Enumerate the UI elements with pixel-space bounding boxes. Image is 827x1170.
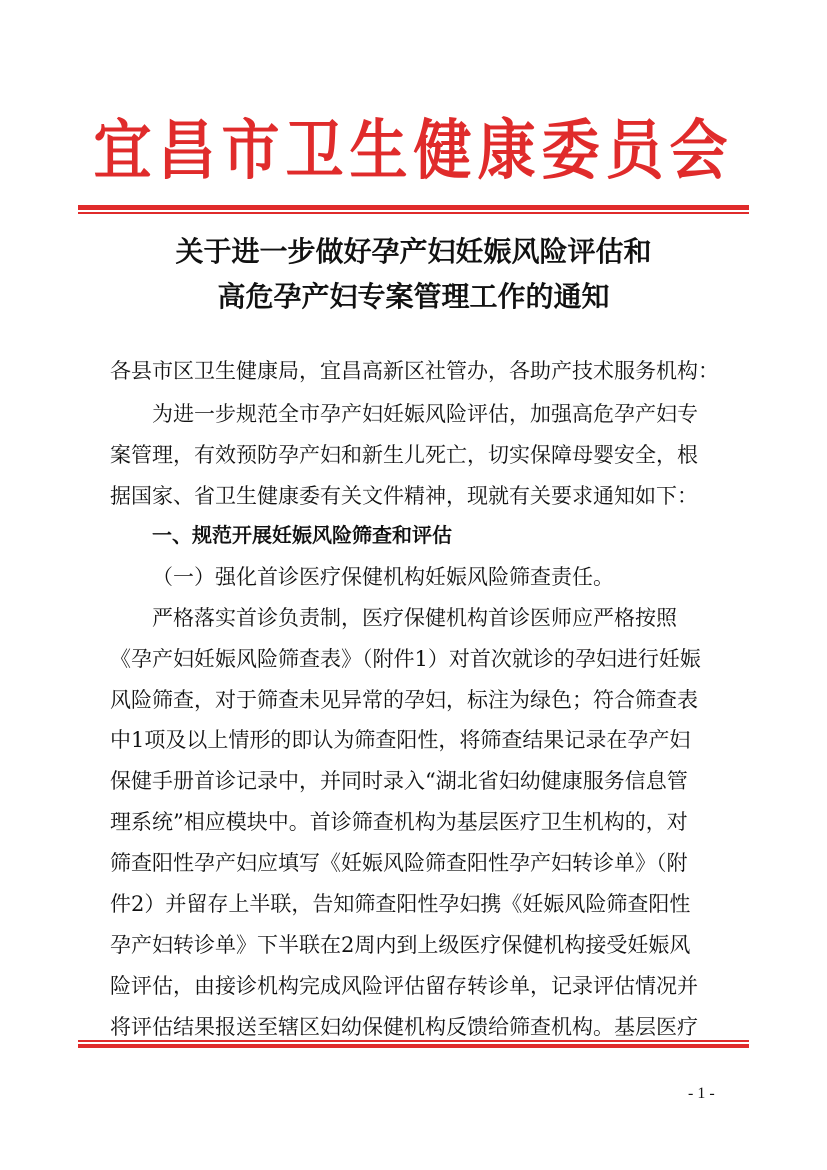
- paragraph-line: 件2）并留存上半联，告知筛查阳性孕妇携《妊娠风险筛查阳性: [110, 892, 691, 916]
- paragraph-line: 风险筛查，对于筛查未见异常的孕妇，标注为绿色；符合筛查表: [110, 688, 698, 712]
- section-heading: 一、规范开展妊娠风险筛查和评估: [152, 523, 452, 547]
- footer-rule-thin: [78, 1040, 749, 1042]
- paragraph-line: 严格落实首诊负责制，医疗保健机构首诊医师应严格按照: [152, 606, 677, 630]
- paragraph-line: 中1项及以上情形的即认为筛查阳性，将筛查结果记录在孕产妇: [110, 728, 691, 752]
- paragraph-line: 《孕产妇妊娠风险筛查表》（附件1）对首次就诊的孕妇进行妊娠: [110, 647, 701, 671]
- addressee: 各县市区卫生健康局，宜昌高新区社管办，各助产技术服务机构：: [110, 359, 719, 383]
- notice-title-line2: 高危孕产妇专案管理工作的通知: [217, 280, 610, 313]
- header-rule-thin: [78, 212, 749, 214]
- header-rule-thick: [78, 205, 749, 210]
- paragraph-line: 险评估，由接诊机构完成风险评估留存转诊单，记录评估情况并: [110, 974, 698, 998]
- subsection-heading: （一）强化首诊医疗保健机构妊娠风险筛查责任。: [152, 565, 614, 589]
- paragraph-line: 案管理，有效预防孕产妇和新生儿死亡，切实保障母婴安全，根: [110, 443, 698, 467]
- paragraph-line: 为进一步规范全市孕产妇妊娠风险评估，加强高危孕产妇专: [152, 402, 698, 426]
- footer-rule-thick: [78, 1044, 749, 1048]
- notice-title-line1: 关于进一步做好孕产妇妊娠风险评估和: [175, 235, 652, 268]
- paragraph-line: 筛查阳性孕产妇应填写《妊娠风险筛查阳性孕产妇转诊单》（附: [110, 851, 688, 875]
- org-masthead: 宜昌市卫生健康委员会: [93, 111, 734, 189]
- paragraph-line: 将评估结果报送至辖区妇幼保健机构反馈给筛查机构。基层医疗: [110, 1015, 698, 1039]
- page-number: - 1 -: [688, 1085, 715, 1102]
- paragraph-line: 保健手册首诊记录中，并同时录入“湖北省妇幼健康服务信息管: [110, 769, 688, 793]
- paragraph-line: 据国家、省卫生健康委有关文件精神，现就有关要求通知如下：: [110, 484, 698, 508]
- paragraph-line: 孕产妇转诊单》下半联在2周内到上级医疗保健机构接受妊娠风: [110, 933, 691, 957]
- paragraph-line: 理系统”相应模块中。首诊筛查机构为基层医疗卫生机构的，对: [110, 810, 688, 834]
